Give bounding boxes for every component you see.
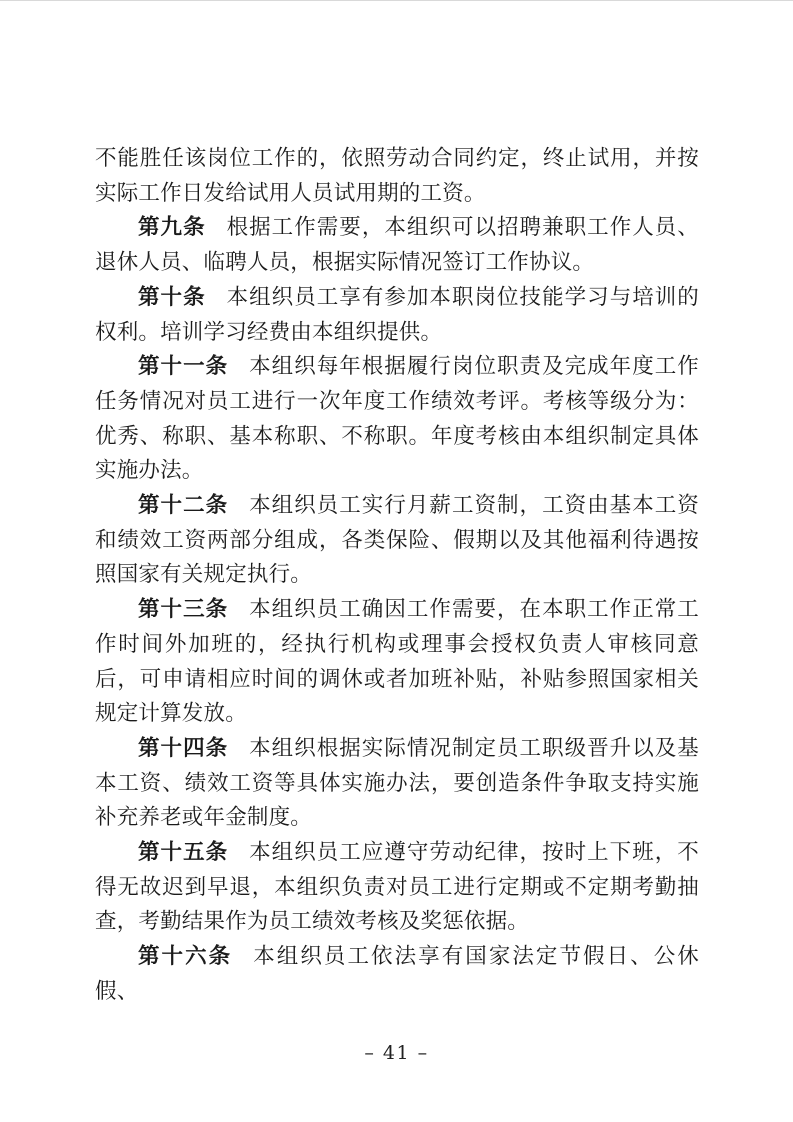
article-heading: 第十二条 xyxy=(138,493,229,519)
article-paragraph xyxy=(95,281,699,350)
document-content xyxy=(95,142,699,1010)
article-paragraph xyxy=(95,593,699,732)
page-number: – 41 – xyxy=(364,1042,429,1064)
article-text: 本组织员工应遵守劳动纪律，按时上下班，不得无故迟到早退，本组织负责对员工进行定期或不定期考勤抽查，考勤结果作为员工绩效考核及奖惩依据。 xyxy=(95,840,699,935)
article-heading: 第十五条 xyxy=(138,840,229,866)
article-text: 本组织员工享有参加本职岗位技能学习与培训的权利。培训学习经费由本组织提供。 xyxy=(95,284,699,345)
article-text: 根据工作需要，本组织可以招聘兼职工作人员、退休人员、临聘人员，根据实际情况签订工作协议。 xyxy=(95,215,699,276)
page-top-edge xyxy=(0,0,793,1)
article-heading: 第九条 xyxy=(138,215,206,241)
article-heading: 第十一条 xyxy=(138,354,229,380)
article-text: 本组织员工依法享有国家法定节假日、公休假、 xyxy=(95,944,699,1004)
article-paragraph xyxy=(95,836,699,940)
article-paragraph xyxy=(95,489,699,593)
article-heading: 第十三条 xyxy=(138,597,229,623)
article-heading: 第十六条 xyxy=(138,944,233,970)
article-heading: 第十四条 xyxy=(138,735,229,761)
article-paragraph xyxy=(95,732,699,836)
article-paragraph xyxy=(95,940,699,1009)
article-heading: 第十条 xyxy=(138,284,206,310)
article-text: 本组织每年根据履行岗位职责及完成年度工作任务情况对员工进行一次年度工作绩效考评。考核等级分为：优秀、称职、基本称职、不称职。年度考核由本组织制定具体实施办法。 xyxy=(95,354,699,484)
article-text: 不能胜任该岗位工作的，依照劳动合同约定，终止试用，并按实际工作日发给试用人员试用期的工资。 xyxy=(95,146,699,206)
article-paragraph xyxy=(95,211,699,280)
article-paragraph xyxy=(95,350,699,489)
paragraph-continuation xyxy=(95,142,699,211)
article-text: 本组织员工实行月薪工资制，工资由基本工资和绩效工资两部分组成，各类保险、假期以及其他福利待遇按照国家有关规定执行。 xyxy=(95,493,699,588)
article-text: 本组织根据实际情况制定员工职级晋升以及基本工资、绩效工资等具体实施办法，要创造条件争取支持实施补充养老或年金制度。 xyxy=(95,735,699,831)
article-text: 本组织员工确因工作需要，在本职工作正常工作时间外加班的，经执行机构或理事会授权负责人审核同意后，可申请相应时间的调休或者加班补贴，补贴参照国家相关规定计算发放。 xyxy=(95,597,699,727)
